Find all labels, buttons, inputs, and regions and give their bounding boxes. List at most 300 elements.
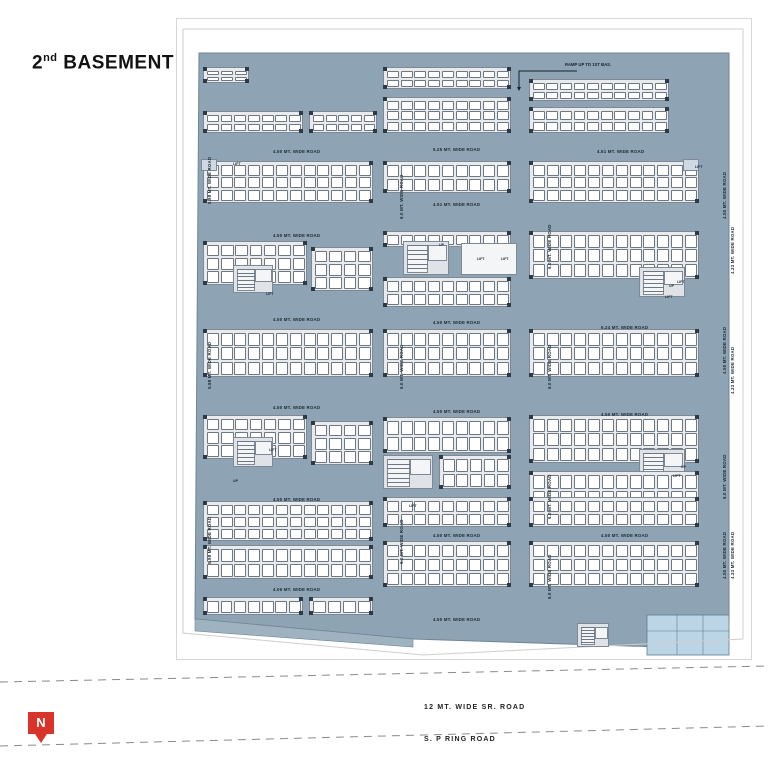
parking-stall bbox=[331, 362, 343, 375]
parking-stall bbox=[317, 517, 329, 527]
parking-stall bbox=[248, 517, 260, 527]
parking-stall bbox=[428, 101, 440, 110]
structural-column bbox=[369, 329, 373, 333]
parking-stall bbox=[483, 80, 495, 87]
parking-stall bbox=[456, 545, 468, 557]
parking-stall bbox=[315, 277, 328, 289]
parking-stall bbox=[588, 190, 600, 201]
parking-stall bbox=[387, 71, 399, 78]
stair-tread bbox=[237, 453, 255, 454]
parking-stall bbox=[588, 501, 600, 512]
parking-stall bbox=[560, 249, 572, 262]
parking-stall bbox=[304, 505, 316, 515]
parking-stall bbox=[630, 433, 642, 446]
stair-tread bbox=[581, 636, 595, 637]
structural-column bbox=[695, 329, 699, 333]
parking-stall bbox=[643, 559, 655, 571]
parking-stall bbox=[587, 83, 599, 90]
parking-stall bbox=[401, 111, 413, 120]
parking-stall bbox=[671, 559, 683, 571]
parking-stall bbox=[616, 475, 628, 489]
parking-stall bbox=[442, 122, 454, 131]
parking-stall bbox=[289, 115, 301, 122]
parking-stall bbox=[616, 514, 628, 525]
parking-stall bbox=[414, 179, 426, 191]
parking-stall bbox=[293, 419, 305, 431]
parking-stall bbox=[344, 277, 357, 289]
parking-stall bbox=[317, 505, 329, 515]
stair-tread bbox=[237, 287, 255, 288]
parking-stall bbox=[248, 505, 260, 515]
parking-stall bbox=[262, 564, 274, 577]
stair-tread bbox=[407, 268, 428, 269]
parking-stall bbox=[345, 517, 357, 527]
road-label-vertical: 4.50 MT. WIDE ROAD bbox=[722, 326, 727, 374]
structural-column bbox=[383, 583, 387, 587]
parking-stall bbox=[574, 475, 586, 489]
parking-stall bbox=[483, 111, 495, 120]
parking-stall bbox=[588, 177, 600, 188]
parking-stall bbox=[207, 71, 219, 75]
structural-column bbox=[369, 537, 373, 541]
structural-column bbox=[695, 497, 699, 501]
parking-stall bbox=[456, 573, 468, 585]
parking-stall bbox=[358, 251, 371, 263]
parking-stall bbox=[588, 475, 600, 489]
parking-bay bbox=[529, 497, 699, 527]
parking-stall bbox=[387, 294, 399, 305]
parking-stall bbox=[456, 71, 468, 78]
parking-stall bbox=[469, 437, 481, 451]
structural-column bbox=[383, 97, 387, 101]
parking-stall bbox=[387, 514, 399, 525]
parking-stall bbox=[642, 122, 654, 131]
parking-stall bbox=[574, 92, 586, 99]
structural-column bbox=[507, 455, 511, 459]
parking-stall bbox=[533, 264, 545, 277]
parking-stall bbox=[264, 245, 276, 257]
parking-stall bbox=[345, 549, 357, 562]
stair-tread bbox=[643, 279, 664, 280]
parking-stall bbox=[428, 281, 440, 292]
structural-column bbox=[695, 459, 699, 463]
structural-column bbox=[203, 455, 207, 459]
parking-stall bbox=[317, 177, 329, 188]
parking-stall bbox=[560, 235, 572, 248]
parking-stall bbox=[221, 333, 233, 346]
parking-stall bbox=[533, 249, 545, 262]
parking-stall bbox=[588, 559, 600, 571]
service-core bbox=[233, 265, 273, 293]
parking-stall bbox=[560, 545, 572, 557]
parking-stall bbox=[317, 549, 329, 562]
structural-column bbox=[507, 523, 511, 527]
parking-stall bbox=[642, 83, 654, 90]
parking-stall bbox=[469, 421, 481, 435]
structural-column bbox=[507, 485, 511, 489]
parking-stall bbox=[587, 111, 599, 120]
parking-stall bbox=[234, 190, 246, 201]
parking-stall bbox=[560, 177, 572, 188]
parking-stall bbox=[630, 501, 642, 512]
parking-stall bbox=[221, 124, 233, 131]
core-tag: LIFT bbox=[477, 257, 485, 261]
parking-stall bbox=[602, 347, 614, 360]
parking-stall bbox=[630, 362, 642, 375]
parking-stall bbox=[456, 501, 468, 512]
parking-stall bbox=[614, 122, 626, 131]
structural-column bbox=[383, 67, 387, 71]
parking-stall bbox=[276, 177, 288, 188]
parking-stall bbox=[533, 514, 545, 525]
parking-stall bbox=[574, 362, 586, 375]
parking-stall bbox=[657, 514, 669, 525]
parking-stall bbox=[235, 419, 247, 431]
parking-stall bbox=[657, 235, 669, 248]
parking-stall bbox=[469, 545, 481, 557]
parking-stall bbox=[275, 115, 287, 122]
parking-stall bbox=[414, 362, 426, 375]
stair-tread bbox=[407, 264, 428, 265]
parking-stall bbox=[483, 101, 495, 110]
parking-stall bbox=[276, 564, 288, 577]
parking-stall bbox=[276, 517, 288, 527]
structural-column bbox=[529, 373, 533, 377]
parking-stall bbox=[207, 564, 219, 577]
parking-bay bbox=[529, 329, 699, 377]
parking-stall bbox=[317, 190, 329, 201]
parking-stall bbox=[262, 190, 274, 201]
parking-stall bbox=[469, 347, 481, 360]
parking-bay bbox=[203, 501, 373, 541]
parking-stall bbox=[442, 421, 454, 435]
structural-column bbox=[695, 373, 699, 377]
parking-stall bbox=[293, 432, 305, 444]
parking-stall bbox=[483, 281, 495, 292]
parking-stall bbox=[313, 115, 324, 122]
parking-stall bbox=[331, 505, 343, 515]
parking-stall bbox=[387, 545, 399, 557]
structural-column bbox=[369, 597, 373, 601]
structural-column bbox=[369, 545, 373, 549]
structural-column bbox=[299, 597, 303, 601]
parking-stall bbox=[588, 333, 600, 346]
parking-bay bbox=[203, 329, 373, 377]
structural-column bbox=[695, 471, 699, 475]
parking-stall bbox=[331, 347, 343, 360]
structural-column bbox=[309, 129, 313, 133]
structural-column bbox=[245, 79, 249, 83]
parking-stall bbox=[304, 177, 316, 188]
parking-stall bbox=[401, 421, 413, 435]
structural-column bbox=[439, 485, 443, 489]
road-label: 4.50 MT. WIDE ROAD bbox=[273, 233, 321, 238]
parking-stall bbox=[588, 419, 600, 432]
parking-stall bbox=[657, 177, 669, 188]
structural-column bbox=[507, 277, 511, 281]
road-label: 4.50 MT. WIDE ROAD bbox=[273, 497, 321, 502]
north-letter: N bbox=[28, 712, 54, 734]
parking-stall bbox=[602, 264, 614, 277]
parking-stall bbox=[497, 281, 509, 292]
structural-column bbox=[507, 189, 511, 193]
parking-stall bbox=[655, 83, 667, 90]
parking-stall bbox=[442, 362, 454, 375]
parking-stall bbox=[248, 564, 260, 577]
structural-column bbox=[299, 611, 303, 615]
parking-stall bbox=[497, 111, 509, 120]
structural-column bbox=[369, 199, 373, 203]
parking-stall bbox=[602, 362, 614, 375]
stair-tread bbox=[643, 469, 664, 470]
parking-stall bbox=[221, 517, 233, 527]
parking-stall bbox=[560, 122, 572, 131]
parking-stall bbox=[328, 601, 341, 613]
parking-stall bbox=[560, 362, 572, 375]
parking-stall bbox=[387, 80, 399, 87]
structural-column bbox=[303, 241, 307, 245]
structural-column bbox=[665, 129, 669, 133]
parking-stall bbox=[616, 264, 628, 277]
parking-bay bbox=[203, 111, 303, 133]
structural-column bbox=[309, 597, 313, 601]
road-label-vertical: 5.98 MT. WIDE ROAD bbox=[207, 516, 212, 564]
parking-stall bbox=[344, 425, 357, 437]
parking-stall bbox=[315, 425, 328, 437]
parking-bay bbox=[309, 111, 377, 133]
parking-stall bbox=[671, 545, 683, 557]
parking-stall bbox=[574, 249, 586, 262]
structural-column bbox=[369, 501, 373, 505]
parking-stall bbox=[248, 190, 260, 201]
parking-stall bbox=[616, 235, 628, 248]
parking-stall bbox=[387, 111, 399, 120]
parking-stall bbox=[588, 448, 600, 461]
parking-stall bbox=[401, 101, 413, 110]
structural-column bbox=[507, 97, 511, 101]
stair-tread bbox=[237, 280, 255, 281]
parking-stall bbox=[387, 281, 399, 292]
parking-stall bbox=[358, 264, 371, 276]
parking-stall bbox=[359, 549, 371, 562]
structural-column bbox=[369, 575, 373, 579]
parking-stall bbox=[685, 545, 697, 557]
parking-stall bbox=[331, 529, 343, 539]
parking-stall bbox=[602, 333, 614, 346]
parking-stall bbox=[315, 251, 328, 263]
parking-stall bbox=[630, 190, 642, 201]
parking-stall bbox=[387, 122, 399, 131]
parking-stall bbox=[602, 190, 614, 201]
core-tag: LIFT bbox=[673, 474, 681, 478]
parking-stall bbox=[207, 271, 219, 283]
parking-stall bbox=[657, 249, 669, 262]
structural-column bbox=[311, 287, 315, 291]
road-label-vertical: 6.0 MT. WIDE ROAD bbox=[399, 174, 404, 219]
parking-stall bbox=[414, 80, 426, 87]
parking-stall bbox=[602, 514, 614, 525]
parking-stall bbox=[359, 505, 371, 515]
structural-column bbox=[695, 275, 699, 279]
road-label-vertical: 6.0 MT. WIDE ROAD bbox=[547, 224, 552, 269]
parking-stall bbox=[643, 514, 655, 525]
structural-column bbox=[303, 415, 307, 419]
parking-stall bbox=[616, 362, 628, 375]
parking-stall bbox=[456, 101, 468, 110]
parking-stall bbox=[387, 501, 399, 512]
parking-stall bbox=[671, 249, 683, 262]
parking-stall bbox=[497, 71, 509, 78]
parking-stall bbox=[442, 514, 454, 525]
parking-stall bbox=[304, 549, 316, 562]
parking-stall bbox=[456, 474, 468, 487]
page-title bbox=[32, 52, 174, 74]
parking-stall bbox=[343, 601, 356, 613]
parking-stall bbox=[456, 122, 468, 131]
parking-stall bbox=[387, 559, 399, 571]
parking-stall bbox=[290, 549, 302, 562]
parking-stall bbox=[643, 475, 655, 489]
parking-stall bbox=[574, 501, 586, 512]
parking-stall bbox=[657, 545, 669, 557]
stair-tread bbox=[581, 627, 595, 628]
parking-stall bbox=[275, 124, 287, 131]
structural-column bbox=[383, 243, 387, 247]
core-tag: LIFT bbox=[665, 295, 673, 299]
parking-stall bbox=[574, 514, 586, 525]
parking-stall bbox=[442, 80, 454, 87]
parking-stall bbox=[293, 245, 305, 257]
parking-stall bbox=[442, 281, 454, 292]
parking-stall bbox=[456, 111, 468, 120]
parking-stall bbox=[304, 564, 316, 577]
structural-column bbox=[507, 497, 511, 501]
structural-column bbox=[311, 461, 315, 465]
parking-stall bbox=[428, 559, 440, 571]
parking-stall bbox=[329, 438, 342, 450]
structural-column bbox=[529, 329, 533, 333]
core-tag: LIFT bbox=[501, 257, 509, 261]
structural-column bbox=[529, 541, 533, 545]
parking-stall bbox=[643, 433, 655, 446]
lift-shaft bbox=[428, 245, 447, 261]
structural-column bbox=[383, 129, 387, 133]
parking-stall bbox=[221, 432, 233, 444]
stair-tread bbox=[643, 461, 664, 462]
parking-stall bbox=[290, 177, 302, 188]
parking-stall bbox=[428, 514, 440, 525]
parking-stall bbox=[221, 271, 233, 283]
parking-stall bbox=[588, 433, 600, 446]
structural-column bbox=[695, 583, 699, 587]
parking-stall bbox=[387, 333, 399, 346]
parking-bay bbox=[529, 541, 699, 587]
structural-column bbox=[507, 85, 511, 89]
parking-stall bbox=[234, 177, 246, 188]
structural-column bbox=[203, 79, 207, 83]
parking-stall bbox=[614, 83, 626, 90]
parking-stall bbox=[221, 601, 233, 613]
parking-stall bbox=[262, 529, 274, 539]
parking-stall bbox=[560, 419, 572, 432]
structural-column bbox=[507, 449, 511, 453]
parking-stall bbox=[574, 264, 586, 277]
parking-stall bbox=[560, 333, 572, 346]
parking-stall bbox=[671, 235, 683, 248]
parking-stall bbox=[483, 573, 495, 585]
stair-tread bbox=[643, 465, 664, 466]
parking-stall bbox=[359, 165, 371, 176]
stair-tread bbox=[581, 630, 595, 631]
parking-stall bbox=[483, 545, 495, 557]
parking-stall bbox=[456, 362, 468, 375]
parking-stall bbox=[602, 501, 614, 512]
parking-stall bbox=[533, 501, 545, 512]
parking-stall bbox=[428, 362, 440, 375]
parking-bay bbox=[311, 247, 373, 291]
stair-tread bbox=[387, 482, 410, 483]
stair-tread bbox=[643, 453, 664, 454]
parking-stall bbox=[345, 362, 357, 375]
structural-column bbox=[203, 597, 207, 601]
parking-stall bbox=[560, 111, 572, 120]
parking-stall bbox=[497, 459, 509, 472]
parking-stall bbox=[278, 258, 290, 270]
parking-stall bbox=[234, 362, 246, 375]
stair-tread bbox=[237, 461, 255, 462]
parking-stall bbox=[290, 347, 302, 360]
parking-stall bbox=[547, 190, 559, 201]
structural-column bbox=[665, 79, 669, 83]
parking-stall bbox=[221, 71, 233, 75]
parking-stall bbox=[470, 459, 482, 472]
structural-column bbox=[203, 111, 207, 115]
parking-stall bbox=[345, 564, 357, 577]
parking-stall bbox=[235, 245, 247, 257]
structural-column bbox=[303, 455, 307, 459]
road-label: 4.50 MT. WIDE ROAD bbox=[601, 412, 649, 417]
parking-stall bbox=[221, 177, 233, 188]
parking-stall bbox=[616, 347, 628, 360]
structural-column bbox=[695, 415, 699, 419]
parking-stall bbox=[484, 474, 496, 487]
parking-stall bbox=[278, 245, 290, 257]
parking-stall bbox=[685, 177, 697, 188]
stair-tread bbox=[237, 284, 255, 285]
service-core bbox=[577, 623, 609, 647]
parking-stall bbox=[331, 517, 343, 527]
parking-stall bbox=[317, 564, 329, 577]
parking-stall bbox=[221, 419, 233, 431]
parking-stall bbox=[574, 573, 586, 585]
parking-stall bbox=[616, 177, 628, 188]
parking-stall bbox=[497, 545, 509, 557]
parking-stall bbox=[428, 122, 440, 131]
structural-column bbox=[507, 417, 511, 421]
structural-column bbox=[299, 129, 303, 133]
parking-stall bbox=[533, 111, 545, 120]
structural-column bbox=[203, 129, 207, 133]
core-tag: UP bbox=[233, 479, 238, 483]
parking-stall bbox=[290, 505, 302, 515]
parking-stall bbox=[657, 501, 669, 512]
parking-stall bbox=[250, 419, 262, 431]
structural-column bbox=[309, 611, 313, 615]
parking-stall bbox=[221, 245, 233, 257]
parking-stall bbox=[262, 333, 274, 346]
parking-stall bbox=[630, 514, 642, 525]
structural-column bbox=[507, 329, 511, 333]
